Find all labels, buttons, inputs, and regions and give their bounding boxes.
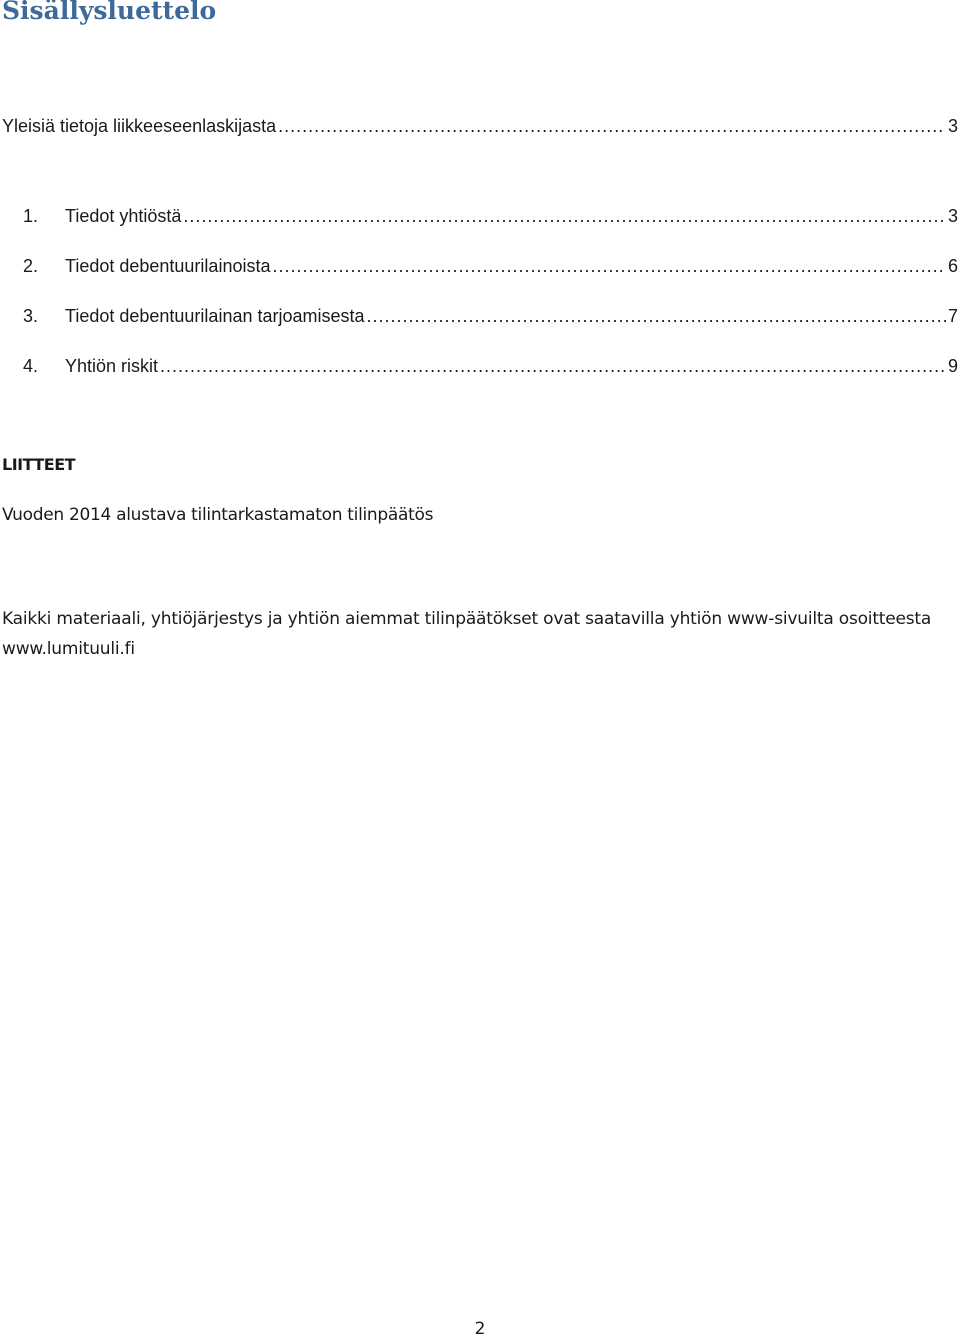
toc-entry[interactable] <box>23 305 958 327</box>
toc-entry[interactable] <box>23 205 958 227</box>
toc-entry-text: Yleisiä tietoja liikkeeseenlaskijasta <box>2 116 277 136</box>
toc-entry-page: 9 <box>947 356 958 376</box>
toc-leader <box>183 205 946 227</box>
toc-entry-number: 1. <box>23 206 39 226</box>
toc-entry-text: Yhtiön riskit <box>65 356 159 376</box>
toc-entry-page: 3 <box>947 116 958 136</box>
toc-entry[interactable] <box>23 355 958 377</box>
attachment-item: Vuoden 2014 alustava tilintarkastamaton tilinpäätös <box>2 505 434 525</box>
toc-entry-page: 7 <box>947 306 958 326</box>
page-number: 2 <box>474 1319 486 1339</box>
attachments-heading: LIITTEET <box>2 455 76 474</box>
toc-leader <box>272 255 946 277</box>
toc-leader <box>160 355 946 377</box>
toc-entry-page: 3 <box>947 206 958 226</box>
toc-leader <box>367 305 946 327</box>
toc-entry-text: Tiedot yhtiöstä <box>65 206 182 226</box>
toc-entry[interactable] <box>2 115 958 137</box>
toc-entry-number: 3. <box>23 306 39 326</box>
toc-entry-text: Tiedot debentuurilainoista <box>65 256 271 276</box>
toc-entry-number: 2. <box>23 256 39 276</box>
toc-entry[interactable] <box>23 255 958 277</box>
toc-entry-page: 6 <box>947 256 958 276</box>
toc-leader <box>278 115 946 137</box>
toc-title: Sisällysluettelo <box>2 0 217 25</box>
toc-entry-text: Tiedot debentuurilainan tarjoamisesta <box>65 306 365 326</box>
availability-notice: Kaikki materiaali, yhtiöjärjestys ja yhtiön aiemmat tilinpäätökset ovat saatavilla yhtiön www-sivuilta osoitteesta www.lumituuli.fi <box>2 609 932 659</box>
toc-entry-number: 4. <box>23 356 39 376</box>
